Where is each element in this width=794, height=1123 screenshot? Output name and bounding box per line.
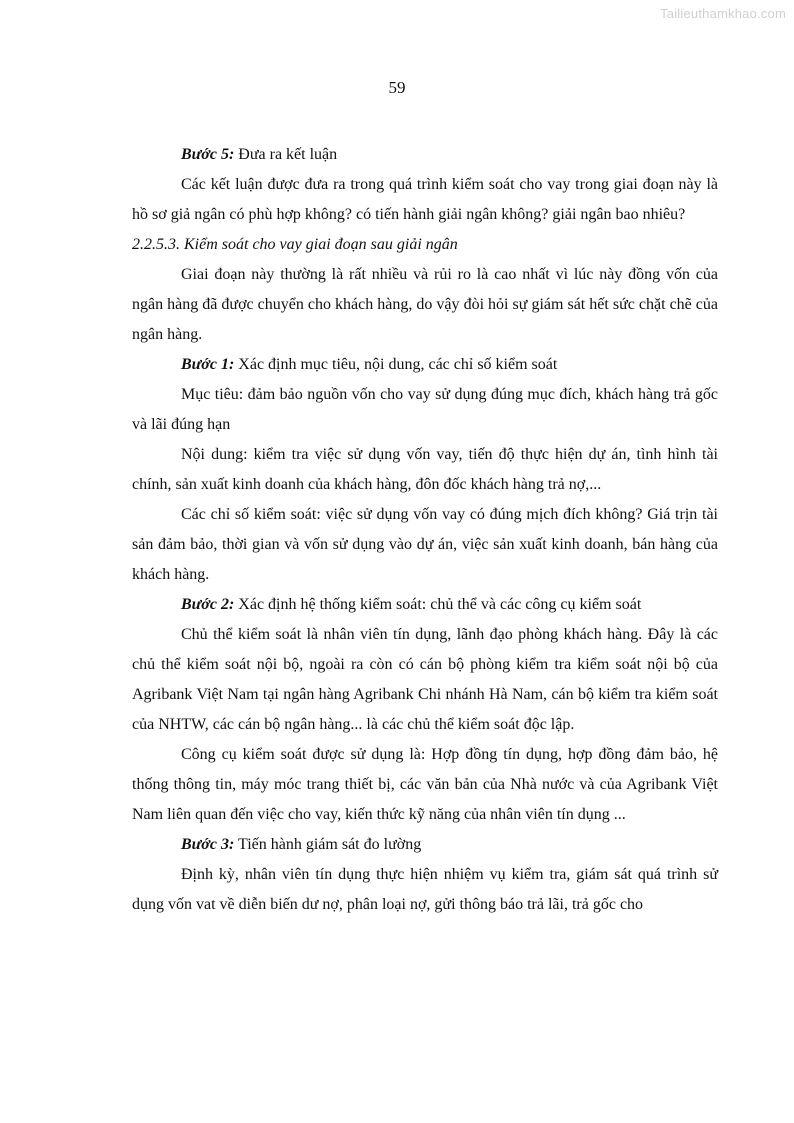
paragraph: Các kết luận được đưa ra trong quá trình kiểm soát cho vay trong giai đoạn này là hồ sơ giả ngân có phù hợp không? có tiến hành giải ngân không? giải ngân bao nhiêu? bbox=[132, 176, 718, 223]
paragraph: Các chỉ số kiểm soát: việc sử dụng vốn vay có đúng mịch đích không? Giá trịn tài sản đảm bảo, thời gian và vốn sử dụng vào dự án, việc sản xuất kinh doanh, bán hàng của khách hàng. bbox=[132, 506, 718, 583]
paragraph: Nội dung: kiểm tra việc sử dụng vốn vay, tiến độ thực hiện dự án, tình hình tài chính, sản xuất kinh doanh của khách hàng, đôn đốc khách hàng trả nợ,... bbox=[132, 446, 718, 493]
page-number: 59 bbox=[388, 78, 406, 97]
step-label: Bước 1: bbox=[181, 356, 235, 373]
step-5-heading bbox=[132, 140, 718, 170]
paragraph: Mục tiêu: đảm bảo nguồn vốn cho vay sử dụng đúng mục đích, khách hàng trả gốc và lãi đúng hạn bbox=[132, 386, 718, 433]
document-body bbox=[132, 140, 718, 920]
paragraph: Chủ thể kiểm soát là nhân viên tín dụng, lãnh đạo phòng khách hàng. Đây là các chủ thể kiểm soát nội bộ, ngoài ra còn có cán bộ phòng kiểm tra kiểm soát nội bộ của Agribank Việt Nam tại ngân hàng Agribank Chi nhánh Hà Nam, cán bộ kiểm tra kiểm soát của NHTW, các cán bộ ngân hàng... là các chủ thể kiểm soát độc lập. bbox=[132, 626, 718, 733]
step-3-heading bbox=[132, 830, 718, 860]
step-title: Đưa ra kết luận bbox=[234, 146, 338, 163]
step-title: Xác định hệ thống kiểm soát: chủ thể và các công cụ kiểm soát bbox=[234, 596, 642, 613]
watermark: Tailieuthamkhao.com bbox=[660, 6, 786, 21]
paragraph: Giai đoạn này thường là rất nhiều và rủi ro là cao nhất vì lúc này đồng vốn của ngân hàng đã được chuyển cho khách hàng, do vậy đòi hỏi sự giám sát hết sức chặt chẽ của ngân hàng. bbox=[132, 266, 718, 343]
paragraph: Định kỳ, nhân viên tín dụng thực hiện nhiệm vụ kiểm tra, giám sát quá trình sử dụng vốn vat về diễn biến dư nợ, phân loại nợ, gửi thông báo trả lãi, trả gốc cho bbox=[132, 866, 718, 913]
section-heading: 2.2.5.3. Kiểm soát cho vay giai đoạn sau giải ngân bbox=[132, 236, 458, 253]
step-2-heading bbox=[132, 590, 718, 620]
step-label: Bước 3: bbox=[181, 836, 235, 853]
step-label: Bước 2: bbox=[181, 596, 235, 613]
step-1-heading bbox=[132, 350, 718, 380]
step-title: Xác định mục tiêu, nội dung, các chỉ số kiểm soát bbox=[234, 356, 558, 373]
paragraph: Công cụ kiểm soát được sử dụng là: Hợp đồng tín dụng, hợp đồng đảm bảo, hệ thống thông tin, máy móc trang thiết bị, các văn bản của Nhà nước và của Agribank Việt Nam liên quan đến việc cho vay, kiến thức kỹ năng của nhân viên tín dụng ... bbox=[132, 746, 718, 823]
step-title: Tiến hành giám sát đo lường bbox=[234, 836, 422, 853]
step-label: Bước 5: bbox=[181, 146, 235, 163]
